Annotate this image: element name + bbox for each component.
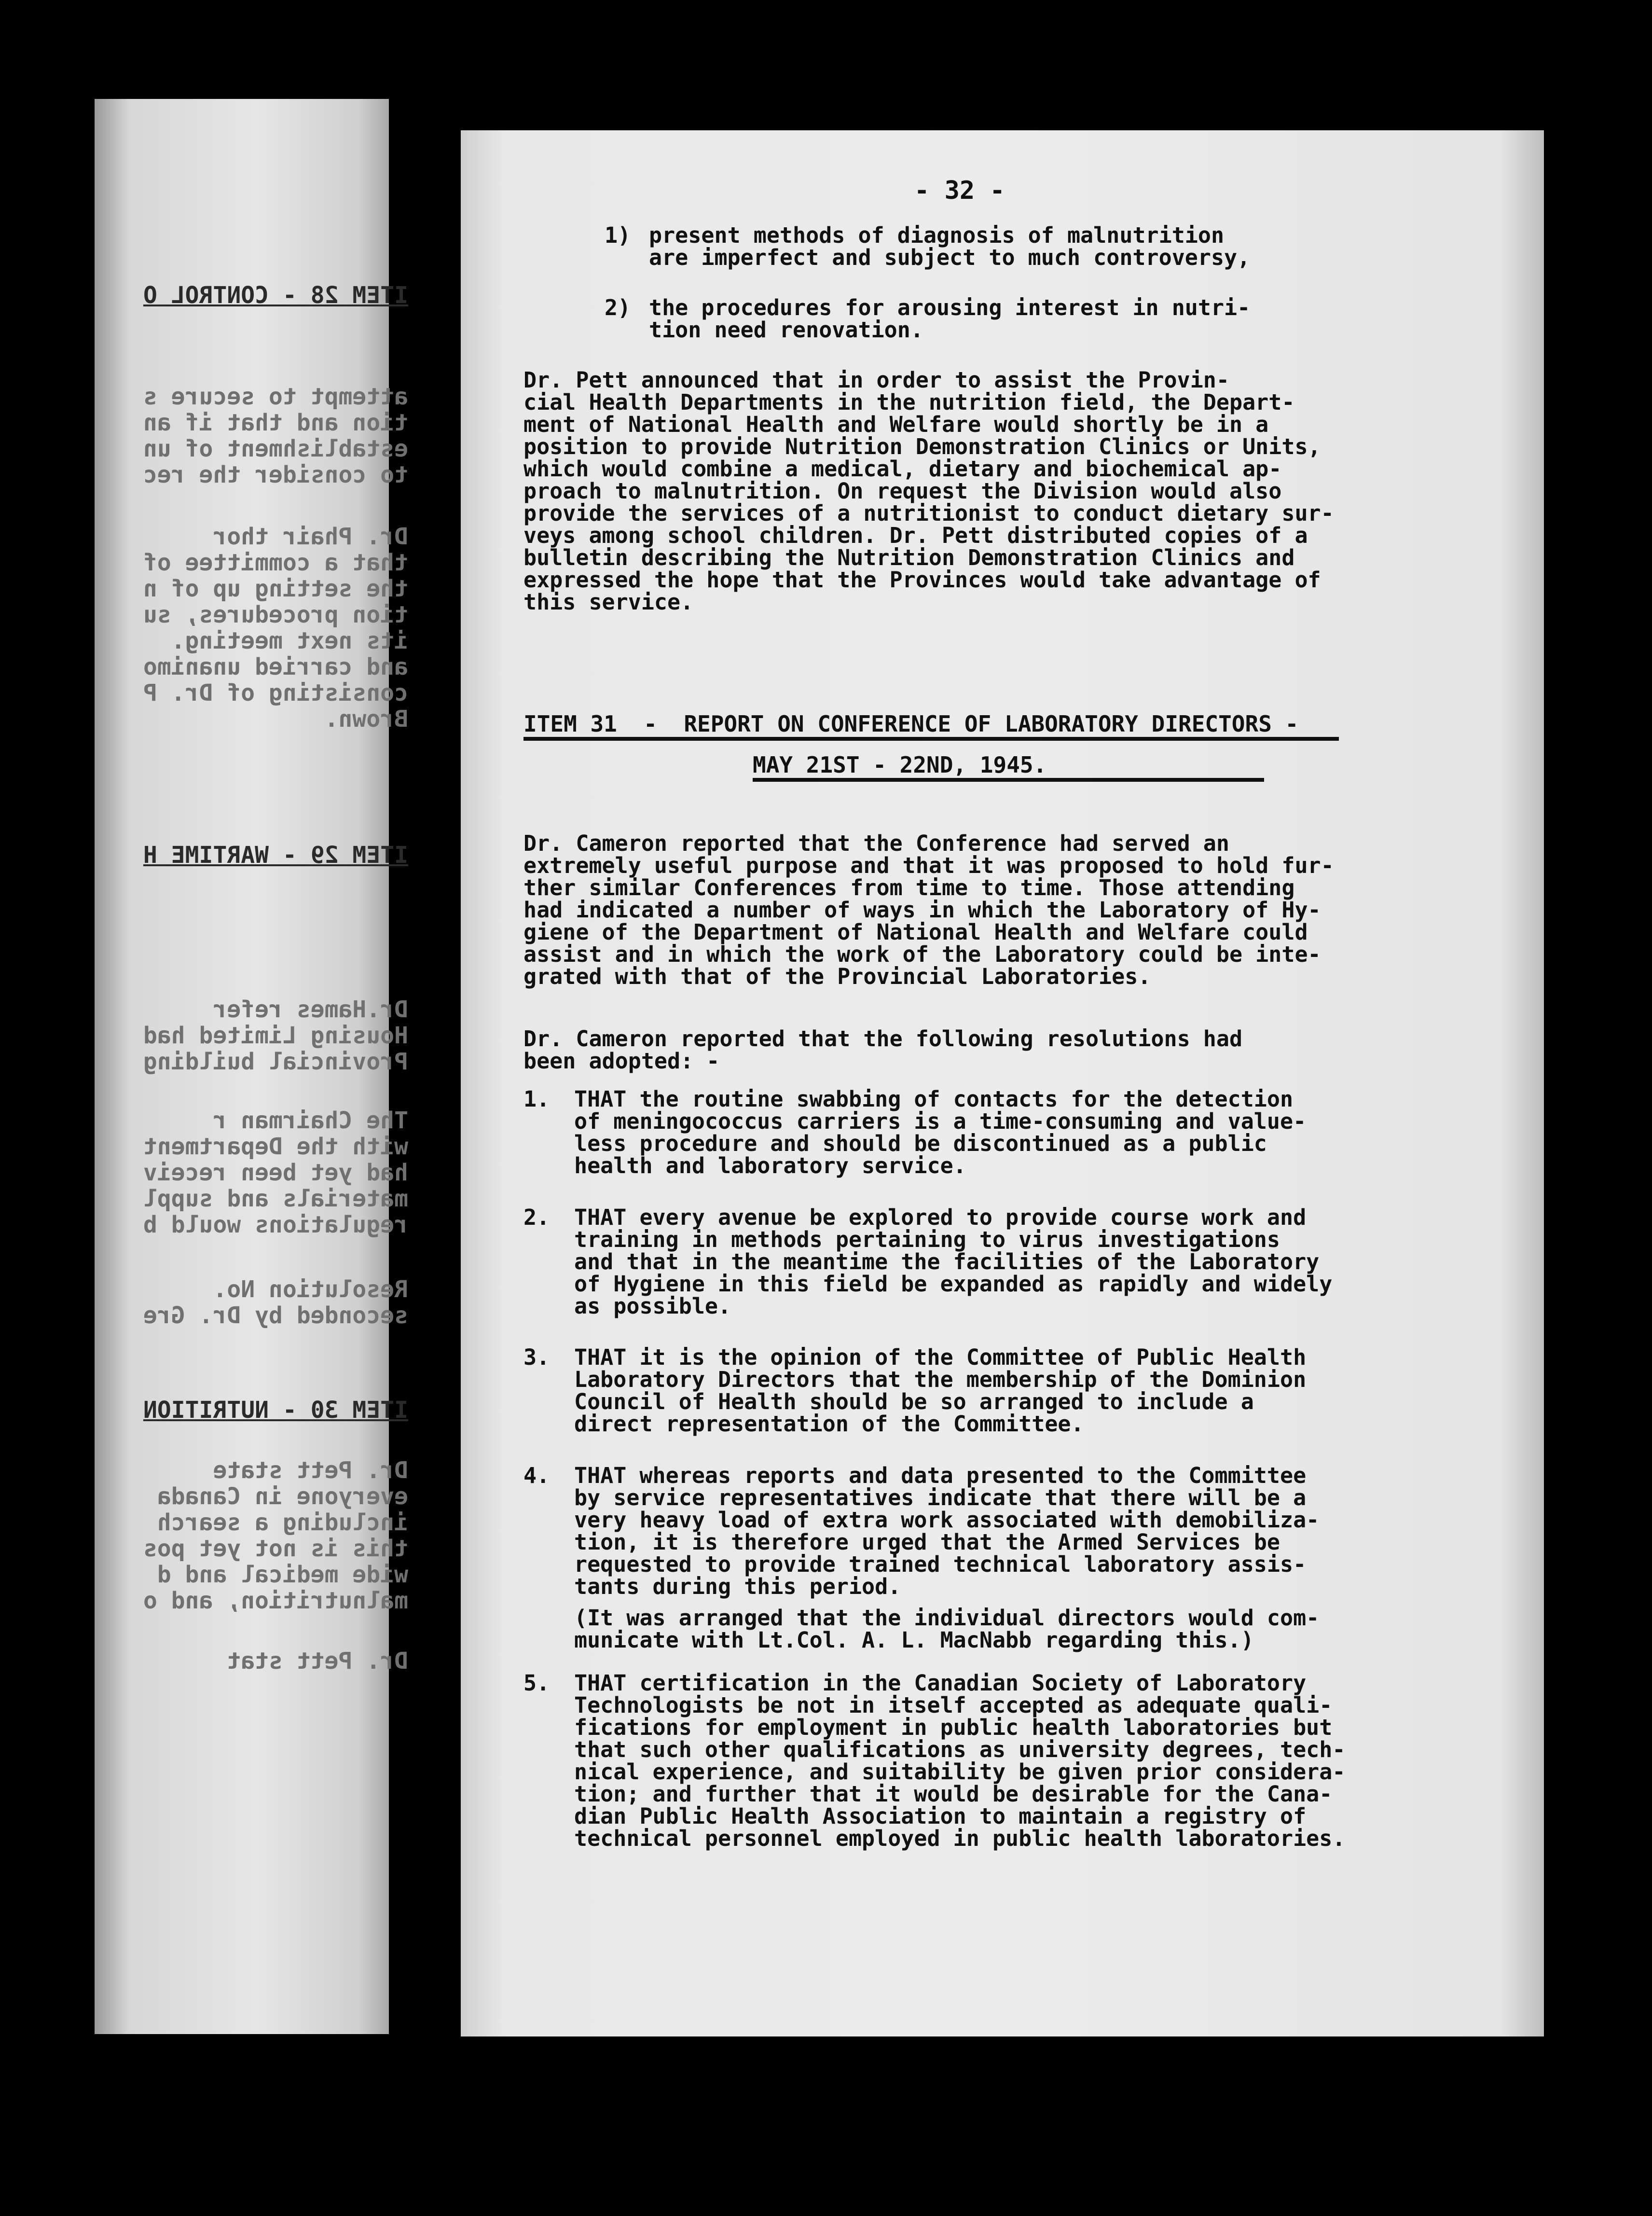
resolution-number: 2. <box>523 1205 550 1230</box>
note-paragraph: (It was arranged that the individual directors would com- municate with Lt.Col. A. L. MacNabb regarding this.) <box>574 1605 1320 1653</box>
left-page-fragment: Dr. Phair thor that a committee of the setting up of n tion procedures, su its next meeting. and carried unanimo consisting of Dr. P Brown. <box>143 523 408 733</box>
resolution-text: THAT whereas reports and data presented to the Committee by service representatives indicate that there will be a very heavy load of extra work associated with demobiliza- tion, it is therefore urged that the Armed Services be requested to provide trained technical laboratory assis- tants during this period. <box>574 1463 1320 1599</box>
left-page-fragment: ITEM 29 - WARTIME H <box>143 842 408 869</box>
resolution-number: 3. <box>523 1344 550 1370</box>
pett-paragraph: Dr. Pett announced that in order to assist the Provin- cial Health Departments in the nutrition field, the Depart- ment of National Health and Welfare would shortly be in a position to provide Nutrition Demonstration Clinics or Units, which would combine a medical, dietary and biochemical ap- proach to malnutrition. On request the Division would also provide the services of a nutritionist to conduct dietary sur- veys among school children. Dr. Pett distributed copies of a bulletin describing the Nutrition Demonstration Clinics and expressed the hope that the Provinces would take advantage of this service. <box>523 367 1334 615</box>
adjacent-page-strip <box>95 99 408 2034</box>
page-number: - 32 - <box>914 176 1005 205</box>
item-heading-line1: ITEM 31 - REPORT ON CONFERENCE OF LABORATORY DIRECTORS - <box>523 711 1299 737</box>
intro-point-number: 2) <box>605 295 631 320</box>
intro-point-number: 1) <box>605 222 631 248</box>
resolutions-intro: Dr. Cameron reported that the following resolutions had been adopted: - <box>523 1026 1243 1074</box>
left-page-fragment: attempt to secure s tion and that if an establishment of un to consider the rec <box>143 383 408 488</box>
item-heading-line2: MAY 21ST - 22ND, 1945. <box>753 752 1047 778</box>
intro-point-text: present methods of diagnosis of malnutrition are imperfect and subject to much controversy, <box>649 222 1251 270</box>
resolution-text: THAT it is the opinion of the Committee of Public Health Laboratory Directors that the membership of the Dominion Council of Health should be so arranged to include a direct representation of the Committee. <box>574 1344 1307 1437</box>
left-page-fragment: Dr. Pett state everyone in Canada including a search this is not yet pos wide medical and d malnutrition, and o <box>143 1457 408 1614</box>
left-page-fragment: ITEM 28 - CONTROL O <box>143 282 408 309</box>
resolution-text: THAT the routine swabbing of contacts for the detection of meningococcus carriers is a time-consuming and value- less procedure and should be discontinued as a public health and laboratory service. <box>574 1086 1307 1178</box>
left-page-fragment: The Chairman r with the Department had yet been receiv materials and suppl regulations would b <box>143 1107 408 1238</box>
resolution-number: 1. <box>523 1086 550 1112</box>
document-page <box>461 130 1544 2036</box>
resolution-text: THAT every avenue be explored to provide course work and training in methods pertaining to virus investigations and that in the meantime the facilities of the Laboratory of Hygiene in this field be expanded as rapidly and widely as possible. <box>574 1205 1333 1319</box>
left-page-fragment: Dr.Hames refer Housing Limited had Provincial building <box>143 996 408 1075</box>
intro-point-text: the procedures for arousing interest in nutri- tion need renovation. <box>649 295 1251 343</box>
heading-underline <box>753 778 1264 782</box>
resolution-text: THAT certification in the Canadian Society of Laboratory Technologists be not in itself accepted as adequate quali- fications for employment in public health laboratories but that such other qualifications as university degrees, tech- nical experience, and suitability be given prior considera- tion; and further that it would be desirable for the Cana- dian Public Health Association to maintain a registry of technical personnel employed in public health laboratories. <box>574 1670 1346 1851</box>
resolution-number: 4. <box>523 1463 550 1488</box>
heading-underline <box>523 737 1339 741</box>
left-page-fragment: Dr. Pett stat <box>227 1648 408 1675</box>
cameron-paragraph: Dr. Cameron reported that the Conference had served an extremely useful purpose and that it was proposed to hold fur- ther similar Conferences from time to time. Those attending had indicated a number of ways in which the Laboratory of Hy- giene of the Department of National Health and Welfare could assist and in which the work of the Laboratory could be inte- grated with that of the Provincial Laboratories. <box>523 831 1334 989</box>
left-page-fragment: ITEM 30 - NUTRITION <box>143 1397 408 1424</box>
resolution-number: 5. <box>523 1670 550 1696</box>
left-page-fragment: Resolution No. seconded by Dr. Gre <box>143 1276 408 1329</box>
